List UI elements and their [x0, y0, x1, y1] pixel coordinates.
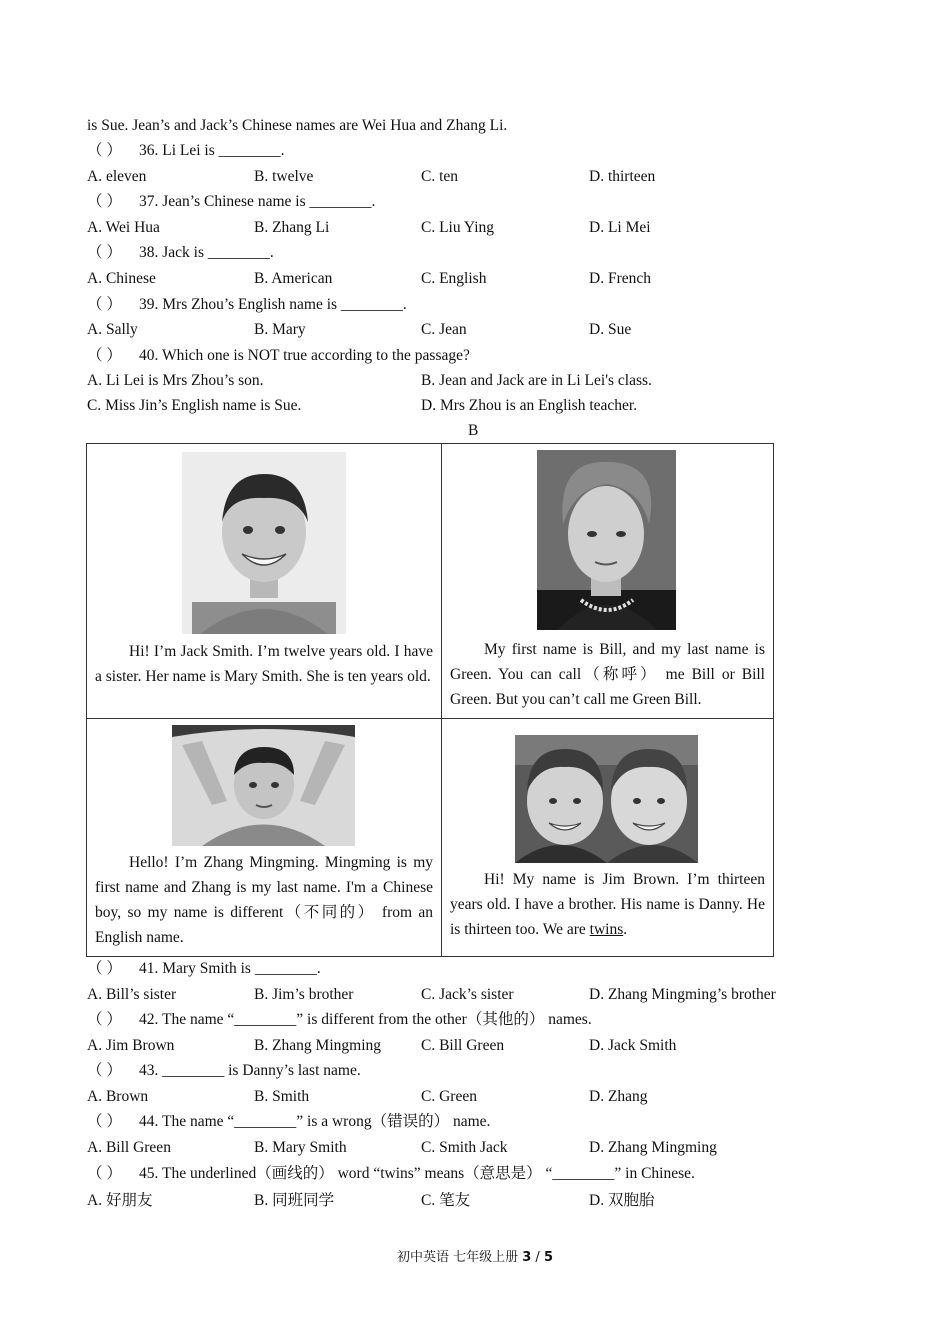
- option-c: C. Bill Green: [421, 1037, 505, 1054]
- answer-blank: （ ）: [87, 347, 122, 364]
- option-d: D. Sue: [589, 321, 632, 338]
- option-d: D. Mrs Zhou is an English teacher.: [421, 397, 638, 414]
- option-c: C. English: [421, 270, 487, 287]
- question-40: [87, 346, 470, 366]
- question-41: [87, 959, 321, 979]
- options-40-row2: [87, 396, 807, 416]
- question-text: 40. Which one is NOT true according to the passage?: [139, 347, 470, 364]
- footer-course: 初中英语 七年级上册: [396, 1250, 523, 1265]
- option-a: A. Bill’s sister: [87, 986, 177, 1003]
- option-c: C. ten: [421, 168, 459, 185]
- question-text: 36. Li Lei is ________.: [139, 142, 285, 159]
- answer-blank: （ ）: [87, 193, 122, 210]
- question-43: [87, 1061, 361, 1081]
- options-44: [87, 1138, 807, 1158]
- bill-card-text: My first name is Bill, and my last name is Green. You can call（称呼） me Bill or Bill Green. But you can’t call me Green Bill.: [450, 641, 765, 708]
- jim-card-text: [450, 867, 765, 942]
- passage-intro-line: is Sue. Jean’s and Jack’s Chinese names are Wei Hua and Zhang Li.: [87, 117, 508, 134]
- option-c: C. Miss Jin’s English name is Sue.: [87, 397, 302, 414]
- option-c: C. Jean: [421, 321, 467, 338]
- jim-text-main: Hi! My name is Jim Brown. I’m thirteen years old. I have a brother. His name is Danny. He is thirteen too. We are: [450, 871, 765, 938]
- jim-danny-photo: [515, 735, 698, 863]
- zhang-photo: [172, 725, 355, 846]
- question-text: 38. Jack is ________.: [139, 244, 274, 261]
- option-a: A. Bill Green: [87, 1139, 171, 1156]
- question-text: 39. Mrs Zhou’s English name is ________.: [139, 296, 407, 313]
- question-text: 37. Jean’s Chinese name is ________.: [139, 193, 376, 210]
- option-c: C. Smith Jack: [421, 1139, 508, 1156]
- zhang-card-text: Hello! I’m Zhang Mingming. Mingming is my first name and Zhang is my last name. I'm a Chinese boy, so my name is different（不同的） from an English name.: [95, 854, 433, 946]
- option-d: D. 双胞胎: [589, 1192, 655, 1209]
- card-jack: [87, 444, 442, 719]
- profile-cards-table: [86, 443, 774, 957]
- option-c: C. Green: [421, 1088, 477, 1105]
- question-text: 42. The name “________” is different from the other（其他的） names.: [139, 1011, 592, 1028]
- option-a: A. eleven: [87, 168, 147, 185]
- option-b: B. 同班同学: [254, 1192, 335, 1209]
- option-b: B. American: [254, 270, 333, 287]
- answer-blank: （ ）: [87, 296, 122, 313]
- answer-blank: （ ）: [87, 1011, 122, 1028]
- options-45: [87, 1191, 807, 1211]
- options-43: [87, 1087, 807, 1107]
- option-a: A. Jim Brown: [87, 1037, 175, 1054]
- option-b: B. Mary: [254, 321, 306, 338]
- option-a: A. Wei Hua: [87, 219, 160, 236]
- question-37: [87, 192, 375, 212]
- option-a: A. 好朋友: [87, 1192, 153, 1209]
- option-d: D. Zhang Mingming’s brother: [589, 986, 776, 1003]
- twins-underlined-word: twins: [589, 921, 624, 938]
- question-text: 43. ________ is Danny’s last name.: [139, 1062, 361, 1079]
- question-38: [87, 243, 274, 263]
- option-d: D. thirteen: [589, 168, 656, 185]
- option-b: B. Mary Smith: [254, 1139, 347, 1156]
- option-d: D. Jack Smith: [589, 1037, 677, 1054]
- option-a: A. Brown: [87, 1088, 149, 1105]
- option-a: A. Chinese: [87, 270, 156, 287]
- question-45: [87, 1164, 695, 1184]
- footer-separator: /: [531, 1250, 544, 1265]
- options-41: [87, 985, 807, 1005]
- question-42: [87, 1010, 592, 1030]
- page-footer: [0, 1246, 950, 1265]
- question-44: [87, 1112, 490, 1132]
- option-a: A. Li Lei is Mrs Zhou’s son.: [87, 372, 264, 389]
- option-b: B. twelve: [254, 168, 314, 185]
- option-b: B. Jim’s brother: [254, 986, 354, 1003]
- options-42: [87, 1036, 807, 1056]
- option-d: D. Li Mei: [589, 219, 651, 236]
- option-b: B. Zhang Li: [254, 219, 330, 236]
- options-37: [87, 218, 807, 238]
- option-d: D. Zhang Mingming: [589, 1139, 717, 1156]
- question-39: [87, 295, 407, 315]
- options-39: [87, 320, 807, 340]
- option-c: C. Liu Ying: [421, 219, 495, 236]
- answer-blank: （ ）: [87, 1165, 122, 1182]
- option-c: C. Jack’s sister: [421, 986, 514, 1003]
- section-b-label: B: [468, 422, 479, 439]
- option-b: B. Jean and Jack are in Li Lei's class.: [421, 372, 652, 389]
- option-c: C. 笔友: [421, 1192, 471, 1209]
- question-text: 45. The underlined（画线的） word “twins” means（意思是） “________” in Chinese.: [139, 1165, 695, 1182]
- options-36: [87, 167, 807, 187]
- footer-page-number: 3: [522, 1250, 532, 1265]
- answer-blank: （ ）: [87, 244, 122, 261]
- footer-page-total: 5: [543, 1250, 553, 1265]
- answer-blank: （ ）: [87, 960, 122, 977]
- answer-blank: （ ）: [87, 1062, 122, 1079]
- option-d: D. Zhang: [589, 1088, 648, 1105]
- jack-photo: [182, 452, 346, 634]
- question-text: 44. The name “________” is a wrong（错误的） name.: [139, 1113, 491, 1130]
- answer-blank: （ ）: [87, 1113, 122, 1130]
- options-40-row1: [87, 371, 807, 391]
- option-b: B. Zhang Mingming: [254, 1037, 382, 1054]
- jim-text-end: .: [623, 921, 628, 938]
- question-36: [87, 141, 285, 161]
- question-text: 41. Mary Smith is ________.: [139, 960, 321, 977]
- card-zhang: [87, 719, 442, 957]
- answer-blank: （ ）: [87, 142, 122, 159]
- option-d: D. French: [589, 270, 651, 287]
- options-38: [87, 269, 807, 289]
- card-jim: [442, 719, 774, 957]
- option-a: A. Sally: [87, 321, 138, 338]
- option-b: B. Smith: [254, 1088, 310, 1105]
- bill-photo: [537, 450, 676, 630]
- card-bill: [442, 444, 774, 719]
- jack-card-text: Hi! I’m Jack Smith. I’m twelve years old. I have a sister. Her name is Mary Smith. She is ten years old.: [95, 643, 433, 685]
